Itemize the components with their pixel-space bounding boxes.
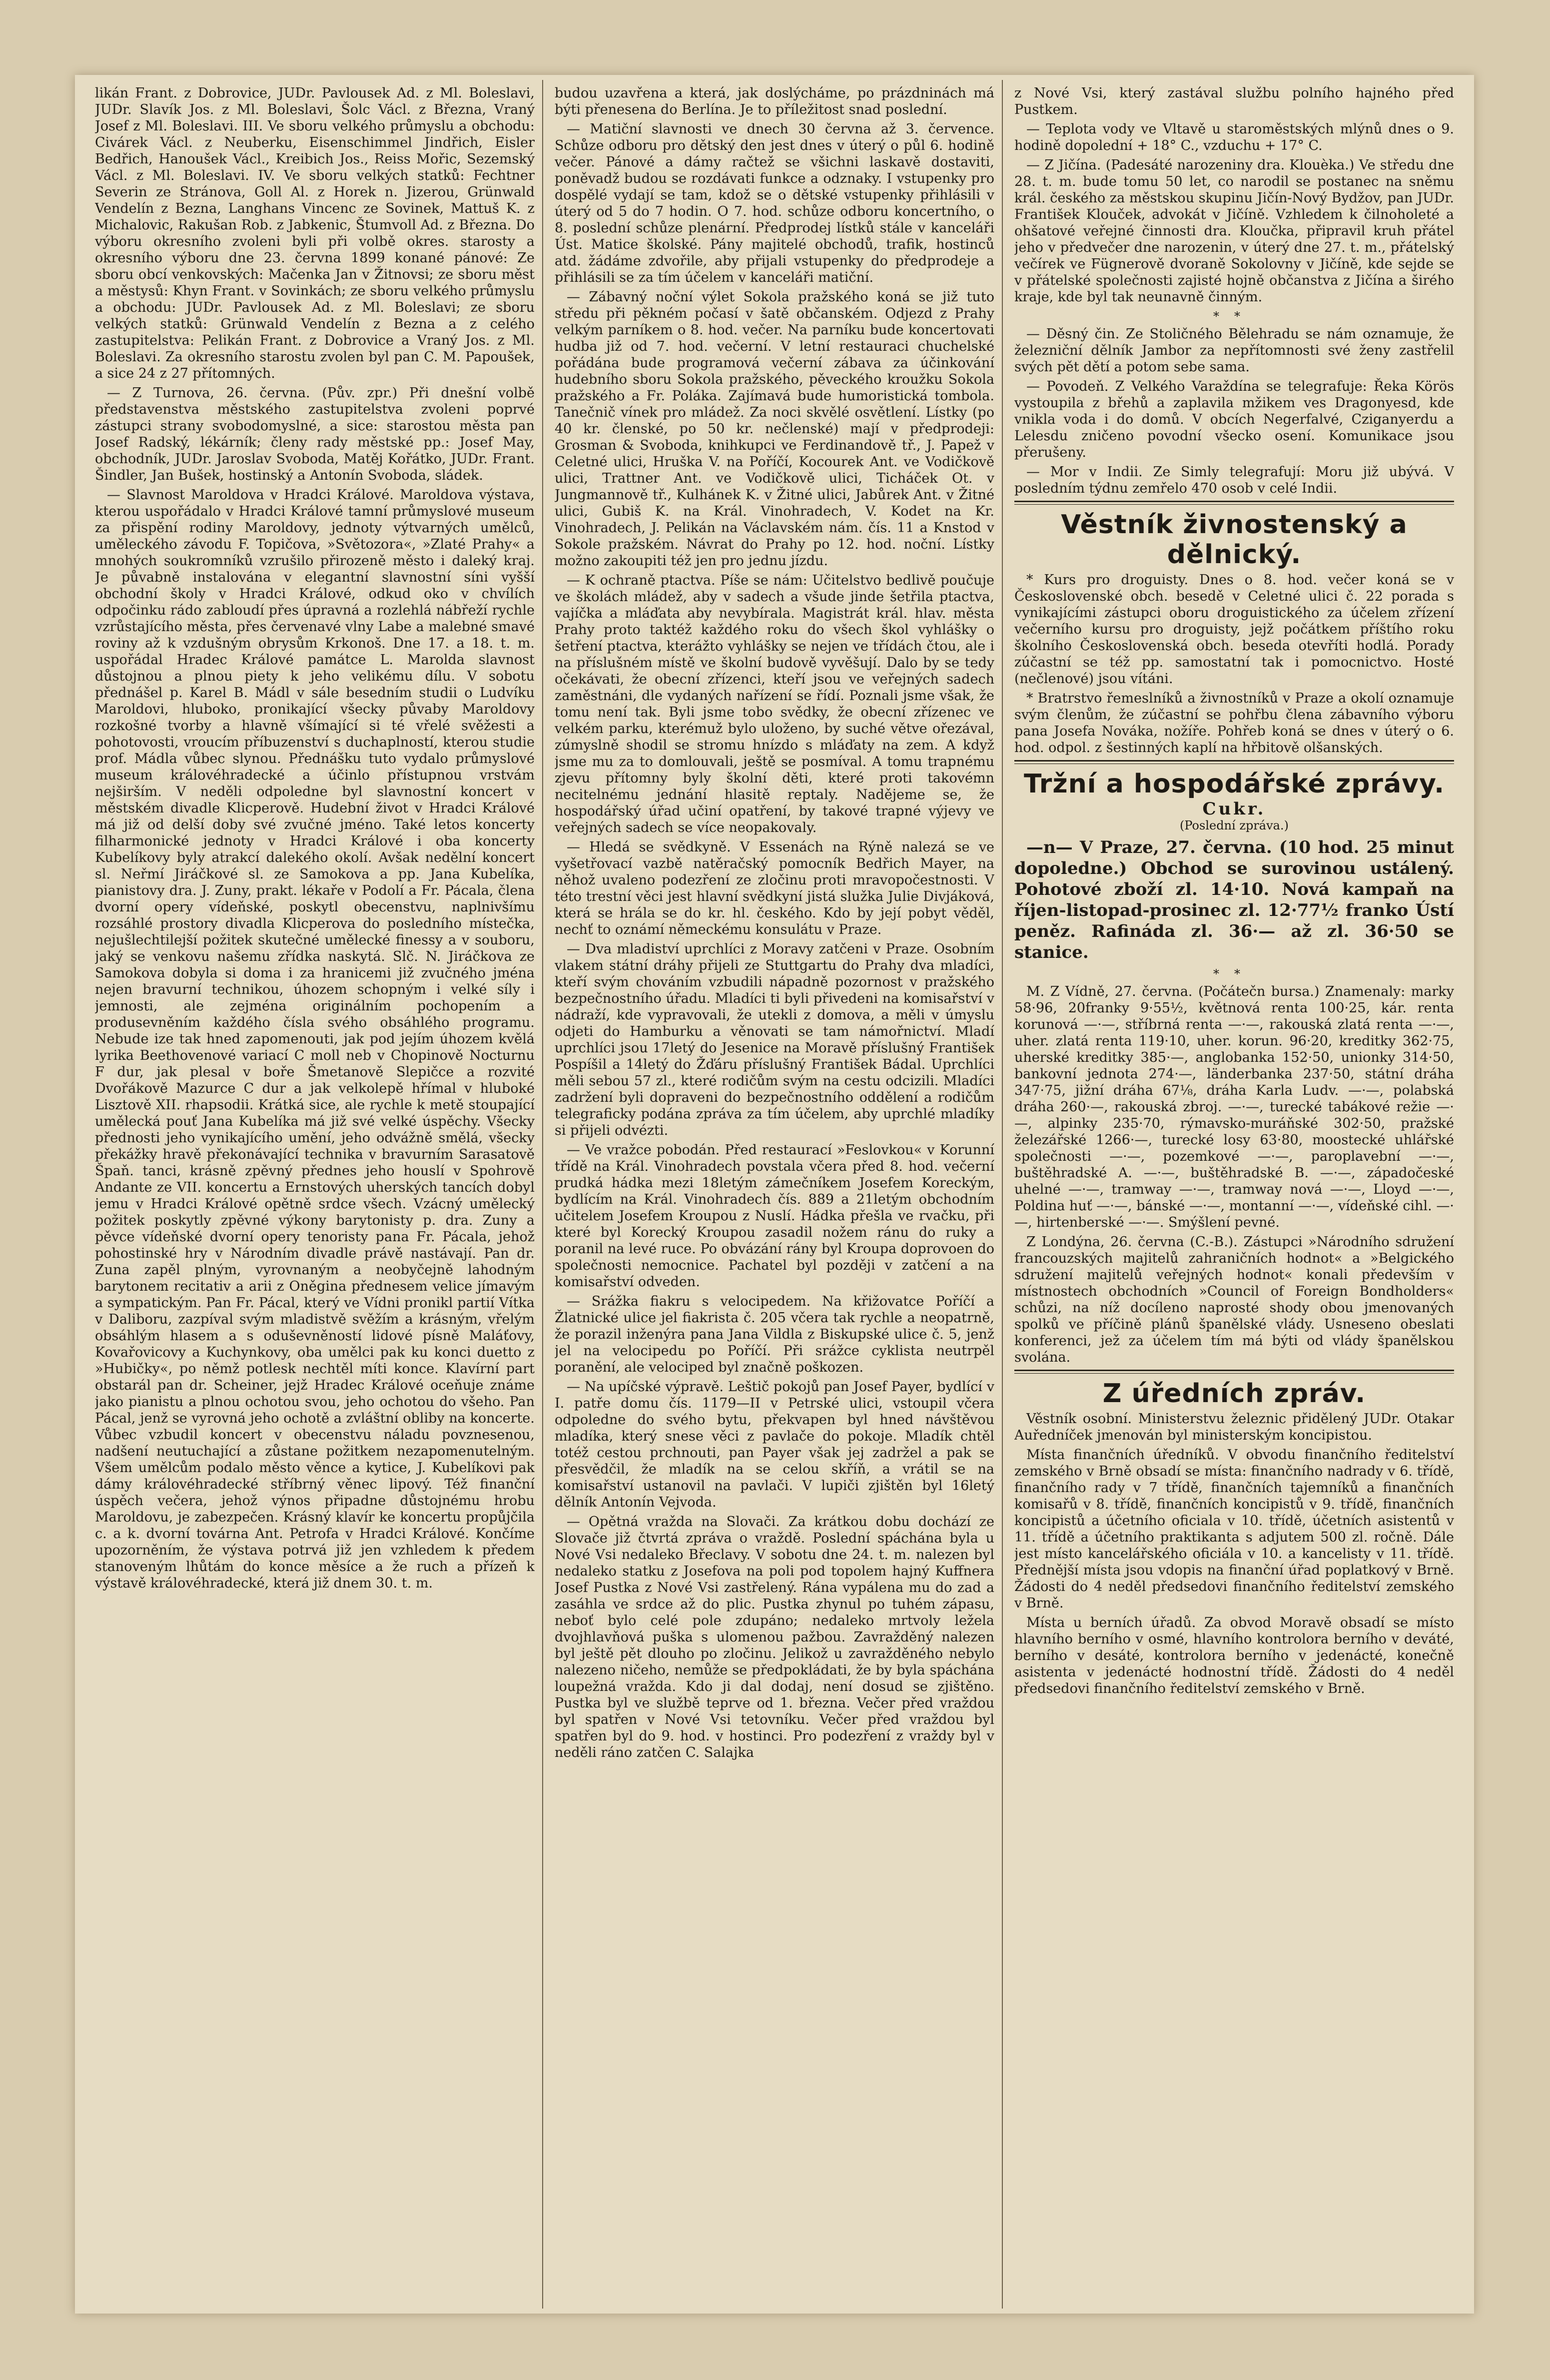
article-flood: — Povodeň. Z Velkého Varaždína se telegrafuje: Řeka Körös vystoupila z břehů a zaplavila mžikem ves Dragonyesd, kde vnikla voda i do domů. V obcích Negerfalvé, Cziganyerdu a Lelesdu zničeno povodní všecko osení. Komunikace jsou přerušeny. [1014,379,1454,460]
article-marold-celebration: — Slavnost Maroldova v Hradci Králové. Maroldova výstava, kterou uspořádalo v Hradci Králové tamní průmyslové museum za přispění rodiny Maroldovy, jednoty výtvarných umělců, uměleckého závodu F. Topičova, »Světozora«, »Zlaté Prahy« a mnohých soukromníků vzrušilo přirozeně město i daleký kraj. Je půvabně instalována v elegantní slavnostní síni vyšší obchodní školy v Hradci Králové, odkud oko v chvílích odpočinku rádo zabloudí přes úpravná a rozlehlá nábřeží rychle vzrůstajícího města, přes červenavé vlny Labe a malebné smavé roviny až k vzdušným obrysům Krkonoš. Dne 17. a 18. t. m. uspořádal Hradec Králové památce L. Marolda slavnost důstojnou a plnou piety k jeho velikému dílu. V sobotu přednášel p. Karel B. Mádl v sále besedním studii o Ludvíku Maroldovi, hluboko, pronikající všecky půvaby Maroldovy rozkošné tvorby a hlavně všímající si té vřelé svěžesti a pohotovosti, vroucím příbuzenství s duchaplností, kterou studie prof. Mádla vůbec slynou. Přednášku tuto vydalo průmyslové museum královéhradecké a účinlo přístupnou vrstvám nejširším. V neděli odpoledne byl slavnostní koncert v městském divadle Klicperově. Hudební život v Hradci Králové má již od delší doby své zvučné jméno. Také letos koncerty filharmonické jednoty v Hradci Králové i oba koncerty Kubelíkovy byly atrakcí dalekého okolí. Avšak nedělní koncert sl. Neřmí Jiráčkové sl. ze Samokova a pp. Jana Kubelíka, pianistovy dra. J. Zuny, prakt. lékaře v Podolí a Fr. Pácala, člena dvorní opery vídeňské, poskytl obecenstvu, naplnivšímu rozsáhlé prostory divadla Klicperova do posledního místečka, nejušlechtilejší požitek skutečné umělecké finessy a v souboru, jaký se venkovu našemu zřídka naskytá. Slč. N. Jiráčkova ze Samokova dobyla si doma i za hranicemi již zvučného jména nejen bravurní technikou, úhozem schopným i velké síly i jemnosti, ale zejména originálním pochopením a produsevněním každého čísla svého obsáhlého programu. Nebude ize tak hned zapomenouti, jak pod jejím úhozem kvělá lyrika Beethovenové variací C moll neb v Chopinově Nocturnu F dur, jak plesal v boře Šmetanově Slepičce a rozvité Dvořákově Mazurce C dur a jak velkolepě hřímal v hluboké Lisztově XII. rhapsodii. Krátká sice, ale rychle k metě stoupající umělecká pouť Jana Kubelíka má již své velké úspěchy. Všecky přednosti jeho vynikajícího umění, jeho odvážně smělá, všecky překážky hravě překonávající technika v bravurním Sarasatově Špaň. tanci, krásně zpěvný přednes jeho houslí v Spohrově Andante ze VII. koncertu a Ernstových uherských tancích dobyl jemu v Hradci Králové opětně srdce všech. Vzácný umělecký požitek poskytly zpěvné výkony barytonisty p. dra. Zuny a pěvce vídeňské dvorní opery tenoristy pana Fr. Pácala, jehož pohostinské hry v Národním divadle právě nastávají. Pan dr. Zuna zapěl plným, vyrovnaným a neobyčejně lahodným barytonem recitativ a arii z Oněgina přednesem velice jímavým a sympatickým. Pan Fr. Pácal, který ve Vídni pronikl partií Vítka v Daliboru, zazpíval svým mladistvě svěžím a krásným, vřelým obsáhlým hlasem a s oduševněností lidové písně Maláťovy, Kovařovicovy a Kuchynkovy, oba umělci pak ku konci duetto z »Hubičky«, po němž potlesk nechtěl míti konce. Klavírní part obstarál pan dr. Scheiner, jejž Hradec Králové oceňuje známe jako pianistu a plnou ochotou svou, jeho ochotou do všeho. Pan Pácal, jenž se vyrovná jeho ochotě a zvláštní obliby na koncerte. Vůbec vzbudil koncert v obecenstvu náladu povznesenou, nadšení neutuchající a zůstane požitkem nezapomenutelným. Všem umělcům podalo město věnce a kytice, J. Kubelíkovi pak dámy královéhradecké stříbrný věnec lipový. Též finanční úspěch večera, jehož výnos připadne důstojnému hrobu Maroldovu, je zabezpečen. Krásný klavír ke koncertu propůjčila c. a k. dvorní továrna Ant. Petrofa v Hradci Králové. Končíme upozorněním, že výstava potrvá již jen vzhledem k předem stanoveným lhůtám do konce měsíce a že ruch a přízeň k výstavě královéhradecké, která již dnem 30. t. m. [95,487,535,1591]
article-plague: — Mor v Indii. Ze Simly telegrafují: Moru již ubývá. V posledním týdnu zemřelo 470 osob v celé Indii. [1014,464,1454,496]
official-tax-posts: Místa u berních úřadů. Za obvod Moravě obsadí se místo hlavního berního v osmé, hlavního kontrolora berního v deváté, berního v desáté, kontrolora berního v jedenácté, konečně asistenta v jedenácté hodnostní třídě. Žádosti do 4 neděl předsedovi finančního ředitelství zemského v Brně. [1014,1615,1454,1696]
subheading-sugar: Cukr. [1202,799,1266,819]
newspaper-page [75,75,1474,2314]
section-heading-market: Tržní a hospodářské zprávy. [1024,769,1445,799]
article-election-results: likán Frant. z Dobrovice, JUDr. Pavlousek Ad. z Ml. Boleslavi, JUDr. Slavík Jos. z Ml. Boleslavi, Šolc Václ. z Března, Vraný Josef z Ml. Boleslavi. III. Ve sboru velkého průmyslu a obchodu: Civárek Václ. z Neuberku, Eisenschimmel Jindřich, Eisler Bedřich, Hanoušek Václ., Kreibich Jos., Reiss Mořic, Sezemský Václ. z Ml. Boleslavi. IV. Ve sboru velkých statků: Fechtner Severin ze Stránova, Goll Al. z Horek n. Jizerou, Grünwald Vendelín z Bezna, Langhans Vincenc ze Sovinek, Mattuš K. z Michalovic, Rakušan Rob. z Jabkenic, Štumvoll Ad. z Března. Do výboru okresního zvoleni byli při volbě okres. starosty a okresního výboru dne 23. června 1899 konané pánové: Ze sboru obcí venkovských: Mačenka Jan v Žitnovsi; ze sboru měst a městysů: Khyn Frant. v Sovinkách; ze sboru velkého průmyslu a obchodu: JUDr. Pavlousek Ad. z Ml. Boleslavi; ze sboru velkých statků: Grünwald Vendelín z Bezna a z celého zastupitelstva: Pelikán Frant. z Dobrovice a Vraný Jos. z Ml. Boleslavi. Za okresního starostu zvolen byl pan C. M. Papoušek, a sice 24 z 27 přítomných. [95,85,535,381]
column-2 [555,85,994,2304]
article-turnov: — Z Turnova, 26. června. (Pův. zpr.) Při dnešní volbě představenstva městského zastupitelstva zvoleni poprvé zástupci strany svobodomyslné, a sice: starostou města pan Josef Radský, lékárník; členy rady městské pp.: Josef May, obchodník, JUDr. Jaroslav Svoboda, Matěj Kořátko, JUDr. Frant. Šindler, Jan Bušek, hostinský a Antonín Svoboda, sládek. [95,385,535,483]
article-continuation: z Nové Vsi, který zastával službu polního hajného před Pustkem. [1014,85,1454,117]
section-rule [1014,1370,1454,1374]
official-personal: Věstník osobní. Ministerstvu železnic přidělený JUDr. Otakar Auředníček jmenován byl ministerským koncipistou. [1014,1411,1454,1443]
article-runaways: — Dva mladiství uprchlíci z Moravy zatčeni v Praze. Osobním vlakem státní dráhy přijeli ze Stuttgartu do Prahy dva mladíci, kteří svým chováním vzbudili nápadně pozornost v pražského bezpečnostního úřadu. Mladíci ti byli přivedeni na komisařství v nádraží, kde vypravovali, že utekli z domova, a měli v úmyslu odjeti do Hamburku a věnovati se tam námořnictví. Mladí uprchlíci jsou 17letý do Jesenice na Moravě příslušný František Pospíšil a 14letý do Žďáru příslušný František Bádal. Uprchlíci měli sebou 57 zl., které rodičům svým na cestu odcizili. Mladíci zadržení byli dopraveni do bezpečnostního oddělení a rodičům telegraficky podána zpráva za tím účelem, aby uprchlé mladíky si přijeli odvézti. [555,941,994,1138]
article-theft: — Na upíčské výpravě. Leštič pokojů pan Josef Payer, bydlící v I. patře domu čís. 1179—II v Petrské ulici, vstoupil včera odpoledne do svého bytu, překvapen byl hned návštěvou mladíka, který snese věci z pavlače do pokoje. Mladík chtěl totéž cestou prchnouti, pan Payer však jej zadržel a pak se přesvědčil, že mladík na se celou skříň, a vrátil se na komisařství ustanovil na pavlači. V lupiči zjištěn byl 16letý dělník Antonín Vejvoda. [555,1379,994,1510]
article-continuation: budou uzavřena a která, jak doslýcháme, po prázdninách má býti přenesena do Berlína. Je to příležitost snad poslední. [555,85,994,117]
article-druggist-course: * Kurs pro droguisty. Dnes o 8. hod. večer koná se v Československé obch. besedě v Celetné ulici č. 22 porada s vynikajícími zástupci oboru droguistického za účelem zřízení večerního kursu pro droguisty, jejž počátkem příštího roku školního Československá obch. beseda otevříti hodlá. Porady zúčastní se též pp. samostatní tak i pomocnictvo. Hosté (nečlenové) jsou vítáni. [1014,572,1454,687]
article-murder-slovacko: — Opětná vražda na Slovači. Za krátkou dobu dochází ze Slovače již čtvrtá zpráva o vraždě. Poslední spáchána byla u Nové Vsi nedaleko Břeclavy. V sobotu dne 24. t. m. nalezen byl nedaleko statku z Josefova na poli pod topolem hajný Kuffnera Josef Pustka z Nové Vsi zastřelený. Rána vypálena mu do zad a zasáhla ve srdce až do plic. Pustka zhynul po tuhém zápasu, neboť bylo celé pole zdupáno; nedaleko mrtvoly ležela dvojhlavňová puška s ulomenou pažbou. Zavražděný nalezen byl ještě pět dlouho po zločinu. Jelikož u zavražděného nebylo nalezeno ničeho, nemůže se předpokládati, že by byla spáchána loupežná vražda. Kdo ji dal dodaj, není dosud se zjištěno. Pustka byl ve službě teprve od 1. března. Večer před vraždou byl spatřen v Nové Vsi tetovníku. Večer před vraždou byl spatřen byl do 9. hod. v hostinci. Pro podezření z vraždy byl v neděli ráno zatčen C. Salajka [555,1514,994,1760]
separator-stars: ** [1213,309,1255,323]
article-crime: — Děsný čin. Ze Stoličného Bělehradu se nám oznamuje, že železniční dělník Jambor za nepřítomnosti své ženy zastřelil svých pět dětí a potom sebe sama. [1014,326,1454,375]
column-3 [1014,85,1454,2304]
article-sokol-trip: — Zábavný noční výlet Sokola pražského koná se již tuto středu při pěkném počasí v šatě občanském. Odjezd z Prahy velkým parníkem o 8. hod. večer. Na parníku bude koncertovati hudba již od 7. hod. večerní. V letní restauraci chuchelské pořádána bude programová večerní zábava za účinkování hudebního sboru Sokola pražského, pěveckého kroužku Sokola pražského a Fr. Poláka. Zajímavá bude humoristická tombola. Tanečnič vínek pro mládež. Za noci skvělé osvětlení. Lístky (po 40 kr. členské, po 50 kr. nečlenské) mají v předprodeji: Grosman & Svoboda, knihkupci ve Ferdinandově tř., J. Papež v Celetné ulici, Hruška V. na Poříčí, Kocourek Ant. ve Vodičkově ulici, Trattner Ant. ve Vodičkově ulici, Ticháček Ot. v Jungmannově tř., Kulhánek K. v Žitné ulici, Jabůrek Ant. v Žitné ulici, Gubiš K. na Král. Vinohradech, V. Kodet na Kr. Vinohradech, J. Pelikán na Václavském nám. čís. 11 a Knstod v Sokole pražském. Návrat do Prahy po 12. hod. noční. Lístky možno zakoupiti též jen pro jednu jízdu. [555,289,994,569]
report-london: Z Londýna, 26. června (C.-B.). Zástupci »Národního sdružení francouzských majitelů zahraničních hodnot« a »Belgického sdružení majitelů veřejných hodnot« konali především v místnostech obchodních »Council of Foreign Bondholders« schůzi, na níž docíleno naprosté shody obou jmenovaných spolků ve příčině plánů španělské vlády. Usneseno obeslati konferenci, jež za účelem tím má býti od vlády španělskou svolána. [1014,1234,1454,1365]
report-vienna-bourse: M. Z Vídně, 27. června. (Počátečn bursa.) Znamenaly: marky 58·96, 20franky 9·55½, květnová renta 100·25, kár. renta korunová —·—, stříbrná renta —·—, rakouská zlatá renta —·—, uher. zlatá renta 119·10, uher. korun. 96·20, kreditky 362·75, uherské kreditky 385·—, anglobanka 152·50, unionky 314·50, bankovní jednota 274·—, länderbanka 237·50, státní dráha 347·75, jižní dráha 67⅛, dráha Karla Ludv. —·—, polabská dráha 260·—, rakouská zbroj. —·—, turecké tabákové režie —·—, alpinky 235·70, rýmavsko-muráňské 302·50, pražské železářské 1266·—, turecké losy 63·80, moostecké uhlářské společnosti —·—, pozemkové —·—, paroplavební —·—, buštěhradské A. —·—, buštěhradské B. —·—, západočeské uhelné —·—, tramway —·—, tramway nová —·—, Lloyd —·—, Poldina huť —·—, bánské —·—, montanní —·—, vídeňské cihl. —·—, hirtenberské —·—. Smýšlení pevné. [1014,984,1454,1230]
article-matice-festival: — Matiční slavnosti ve dnech 30 června až 3. července. Schůze odboru pro dětský den jest dnes v úterý o půl 6. hodině večer. Pánové a dámy račtež se všichni laskavě dostaviti, poněvadž budou se rozdávati funkce a odznaky. I vstupenky pro dospělé vydají se tam, kdož se o dětské vstupenky přihlásili v úterý od 5 do 7 hodin. O 7. hod. schůze odboru koncertního, o 8. poslední schůze plenární. Předprodej lístků stále v kanceláři Úst. Matice školské. Pány majitelé obchodů, trafik, hostinců atd. žádáme zdvořile, aby přijali vstupenky do předprodeje a přihlásili se za tím účelem v kanceláři matiční. [555,121,994,285]
section-rule [1014,501,1454,505]
column-rule [1002,80,1003,2309]
report-prague-sugar: —n— V Praze, 27. června. (10 hod. 25 minut dopoledne.) Obchod se surovinou ustálený. Pohotové zboží zl. 14·10. Nová kampaň na říjen-listopad-prosinec zl. 12·77½ franko Ústí peněz. Rafináda zl. 36·— až zl. 36·50 se stanice. [1014,837,1454,962]
section-rule [1014,760,1454,764]
article-bird-protection: — K ochraně ptactva. Píše se nám: Učitelstvo bedlivě poučuje ve školách mládež, aby v sadech a všude jinde šetřila ptactva, vajíčka a mláďata aby nevybírala. Magistrát král. hlav. města Prahy proto taktéž každého roku do všech škol vyhlášky o šetření ptactva, kterážto vyhlášky se nejen ve třídách čtou, ale i na příslušném místě ve školní budově vyvěšují. Dalo by se tedy očekávati, že obecní zřízenci, kteří jsou ve veřejných sadech zaměstnáni, dle vydaných nařízení se řídí. Poznali jsme však, že tomu není tak. Byli jsme tobo svědky, že obecní zřízenec ve velkém parku, kterémuž bylo uloženo, by suché větve ořezával, zúmyslně shodil se stromu hnízdo s mláďaty na zem. A když jsme mu za to domlouvali, ještě se posmíval. A tomu trapnému zjevu přítomny byly školní děti, které proti takovémn necitelnému jednání hlasitě reptaly. Nadějeme se, že hospodářský úřad učiní opatření, by takové trapné výjevy ve veřejných sadech se více neopakovaly. [555,573,994,835]
article-water-temperature: — Teplota vody ve Vltavě u staroměstských mlýnů dnes o 9. hodině dopolední + 18° C., vzduchu + 17° C. [1014,121,1454,153]
column-rule [542,80,543,2309]
section-heading-official: Z úředních zpráv. [1102,1379,1366,1409]
article-witness-wanted: — Hledá se svědkyně. V Essenách na Rýně nalezá se ve vyšetřovací vazbě natěračský pomocník Bedřich Mayer, na něhož uvaleno podezření ze zločinu proti mravopočestnosti. V této trestní věci jest hlavní svědkyní jistá služka Julie Divjáková, která se hrála se do kr. hl. českého. Kdo by její pobyt věděl, nechť to oznámí německému konsulátu v Praze. [555,839,994,937]
article-fiacre-collision: — Srážka fiakru s velocipedem. Na křižovatce Poříčí a Žlatnické ulice jel fiakrista č. 205 včera tak rychle a neopatrně, že porazil inženýra pana Jana Vildla z Biskupské ulice č. 5, jenž jel na velocipedu po Poříčí. Při srážce cyklista neutrpěl poranění, ale velociped byl značně poškozen. [555,1294,994,1375]
article-jicin: — Z Jičína. (Padesáté narozeniny dra. Klouèka.) Ve středu dne 28. t. m. bude tomu 50 let, co narodil se postanec na sněmu král. českého za městskou skupinu Jičín-Nový Bydžov, pan JUDr. František Klouček, advokát v Jičíně. Vzhledem k čilnoholeté a ohšatové veřejné činnosti dra. Kloučka, připravil kruh přátel jeho v předvečer dne narozenin, v úterý dne 27. t. m., přátelský večírek ve Fügnerově dvoraně Sokolovny v Jičíně, kde sejde se v přátelské společnosti zajisté hojně občanstva z Jičína a širého kraje, kde byl tak neunavně činným. [1014,157,1454,305]
subheading-note: (Poslední zpráva.) [1180,818,1289,832]
article-stabbing: — Ve vražce pobodán. Před restaurací »Feslovkou« v Korunní třídě na Král. Vinohradech povstala včera před 8. hod. večerní prudká hádka mezi 18letým zámečníkem Josefem Koreckým, bydlícím na Král. Vinohradech čís. 889 a 21letým obchodním učitelem Josefem Kroupou z Nuslí. Hádka přešla ve rvačku, při které byl Korecký Kroupou zasadil nožem ránu do ruky a poranil na levé ruce. Po obvázání rány byl Kroupa doprovoen do společnosti nemocnice. Pachatel byl později v zatčení a na komisařství odveden. [555,1142,994,1290]
column-1 [95,85,535,2304]
section-heading-trade: Věstník živnostenský a dělnický. [1061,510,1408,570]
article-brotherhood: * Bratrstvo řemeslníků a živnostníků v Praze a okolí oznamuje svým členům, že zúčastní se pohřbu člena zábavního výboru pana Josefa Nováka, nožíře. Pohřeb koná se dnes v úterý o 6. hod. odpol. z šestinných kaplí na hřbitově olšanských. [1014,691,1454,756]
official-finance-posts: Místa finančních úředníků. V obvodu finančního ředitelství zemského v Brně obsadí se místa: finančního nadrady v 6. třídě, finančního rady v 7 třídě, finančních tajemníků a finančních komisařů v 8. třídě, finančních koncipistů v 9. třídě, finančních koncipistů a účetního oficiala v 10. třídě, účetních asistentů v 11. třídě a účetního praktikanta s adjutem 500 zl. ročně. Dále jest místo kancelářského oficiála v 10. a kancelisty v 11. třídě. Přednější místa jsou vdopis na finanční úřad poplatkový v Brně. Žádosti do 4 neděl předsedovi finančního ředitelství zemského v Brně. [1014,1447,1454,1611]
separator-stars: ** [1213,967,1255,981]
